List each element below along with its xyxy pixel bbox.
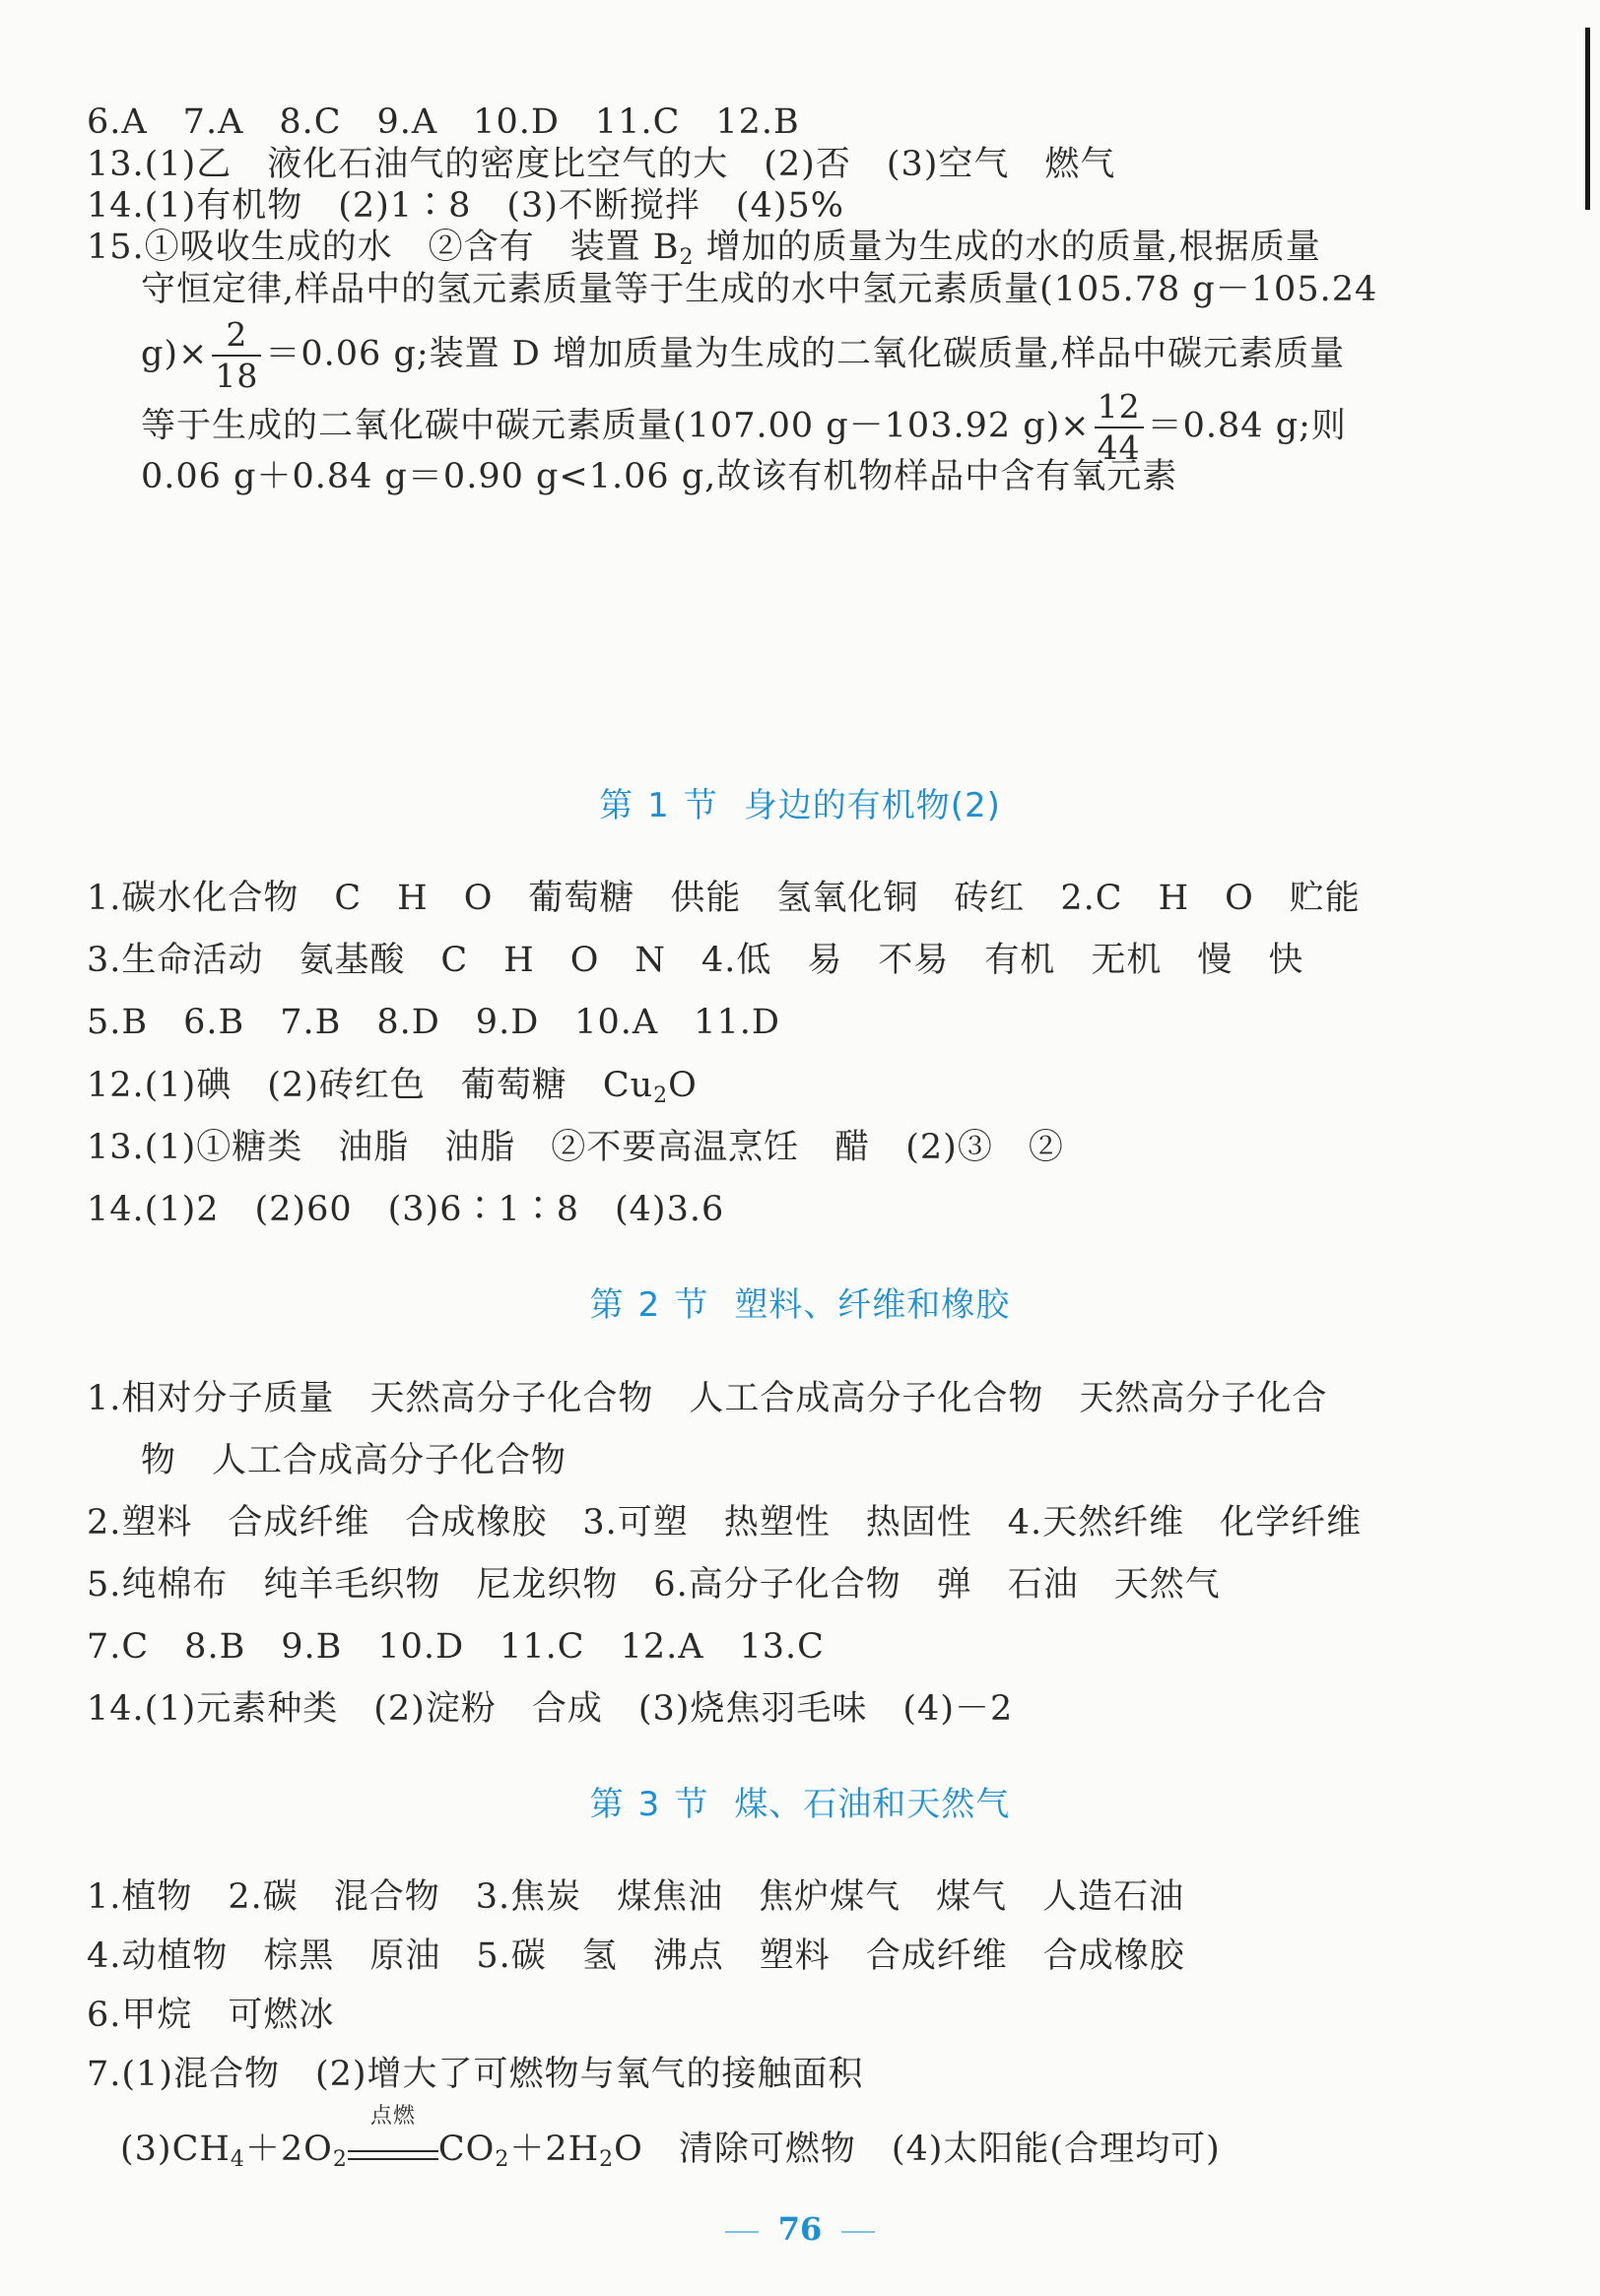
s2-line-14: 14.(1)元素种类 (2)淀粉 合成 (3)烧焦羽毛味 (4)－2: [87, 1689, 1014, 1729]
page-number: 76: [0, 2210, 1600, 2248]
section-heading-1: 第 1 节 身边的有机物(2): [599, 786, 1001, 825]
s2-line-1: 1.相对分子质量 天然高分子化合物 人工合成高分子化合物 天然高分子化合: [87, 1379, 1328, 1418]
answer-line-15-part1: 15.①吸收生成的水 ②含有 装置 $B_2$ 增加的质量为生成的水的质量,根据质量: [87, 228, 1321, 270]
s2-line-2: 2.塑料 合成纤维 合成橡胶 3.可塑 热塑性 热固性 4.天然纤维 化学纤维: [87, 1503, 1363, 1542]
fraction-12-44: $\frac{12}{44}$: [1095, 387, 1144, 468]
section-heading-3: 第 3 节 煤、石油和天然气: [589, 1785, 1011, 1824]
answer-line-15-part3: g)× $\frac{2}{18}$ ＝0.06 g;装置 D 增加质量为生成的二氧化碳质量,样品中碳元素质量: [141, 315, 1346, 395]
s3-line-7: 7.(1)混合物 (2)增大了可燃物与氧气的接触面积: [87, 2055, 864, 2094]
section-heading-2: 第 2 节 塑料、纤维和橡胶: [589, 1285, 1011, 1325]
answer-line-14: 14.(1)有机物 (2)1∶8 (3)不断搅拌 (4)5%: [87, 186, 845, 226]
s1-line-1: 1.碳水化合物 C H O 葡萄糖 供能 氢氧化铜 砖红 2.C H O 贮能: [87, 879, 1361, 918]
scan-edge-line: [1585, 28, 1590, 210]
s3-line-1: 1.植物 2.碳 混合物 3.焦炭 煤焦油 焦炉煤气 煤气 人造石油: [87, 1877, 1185, 1917]
s1-line-5: 5.B 6.B 7.B 8.D 9.D 10.A 11.D: [87, 1003, 780, 1042]
s1-line-13: 13.(1)①糖类 油脂 油脂 ②不要高温烹饪 醋 (2)③ ②: [87, 1128, 1064, 1167]
reaction-arrow: 点燃: [348, 2131, 438, 2160]
s1-line-14: 14.(1)2 (2)60 (3)6∶1∶8 (4)3.6: [87, 1190, 725, 1229]
answer-line-15-part2: 守恒定律,样品中的氢元素质量等于生成的水中氢元素质量(105.78 g－105.24: [141, 270, 1378, 309]
s1-line-12: 12.(1)碘 (2)砖红色 葡萄糖 $Cu_2O$: [87, 1066, 698, 1108]
s2-line-7: 7.C 8.B 9.B 10.D 11.C 12.A 13.C: [87, 1627, 825, 1667]
s3-line-7-equation: $(3)CH_4+2O_2$ 点燃 $CO_2+2H_2O$ 清除可燃物 (4)太阳能(合理均可): [120, 2104, 1221, 2172]
answer-line-6-12: 6.A 7.A 8.C 9.A 10.D 11.C 12.B: [87, 102, 800, 142]
fraction-2-18: $\frac{2}{18}$: [212, 315, 261, 396]
s3-line-4: 4.动植物 棕黑 原油 5.碳 氢 沸点 塑料 合成纤维 合成橡胶: [87, 1936, 1185, 1976]
s2-line-1-cont: 物 人工合成高分子化合物: [141, 1441, 567, 1480]
s3-line-6: 6.甲烷 可燃冰: [87, 1996, 335, 2035]
s1-line-3: 3.生命活动 氨基酸 C H O N 4.低 易 不易 有机 无机 慢 快: [87, 941, 1304, 980]
s2-line-5: 5.纯棉布 纯羊毛织物 尼龙织物 6.高分子化合物 弹 石油 天然气: [87, 1565, 1221, 1605]
answer-line-13: 13.(1)乙 液化石油气的密度比空气的大 (2)否 (3)空气 燃气: [87, 145, 1116, 184]
answer-line-15-part4: 等于生成的二氧化碳中碳元素质量(107.00 g－103.92 g)× $\frac{12}{44}$ ＝0.84 g;则: [141, 387, 1347, 467]
answer-line-15-part5: 0.06 g＋0.84 g＝0.90 g<1.06 g,故该有机物样品中含有氧元素: [141, 457, 1178, 496]
